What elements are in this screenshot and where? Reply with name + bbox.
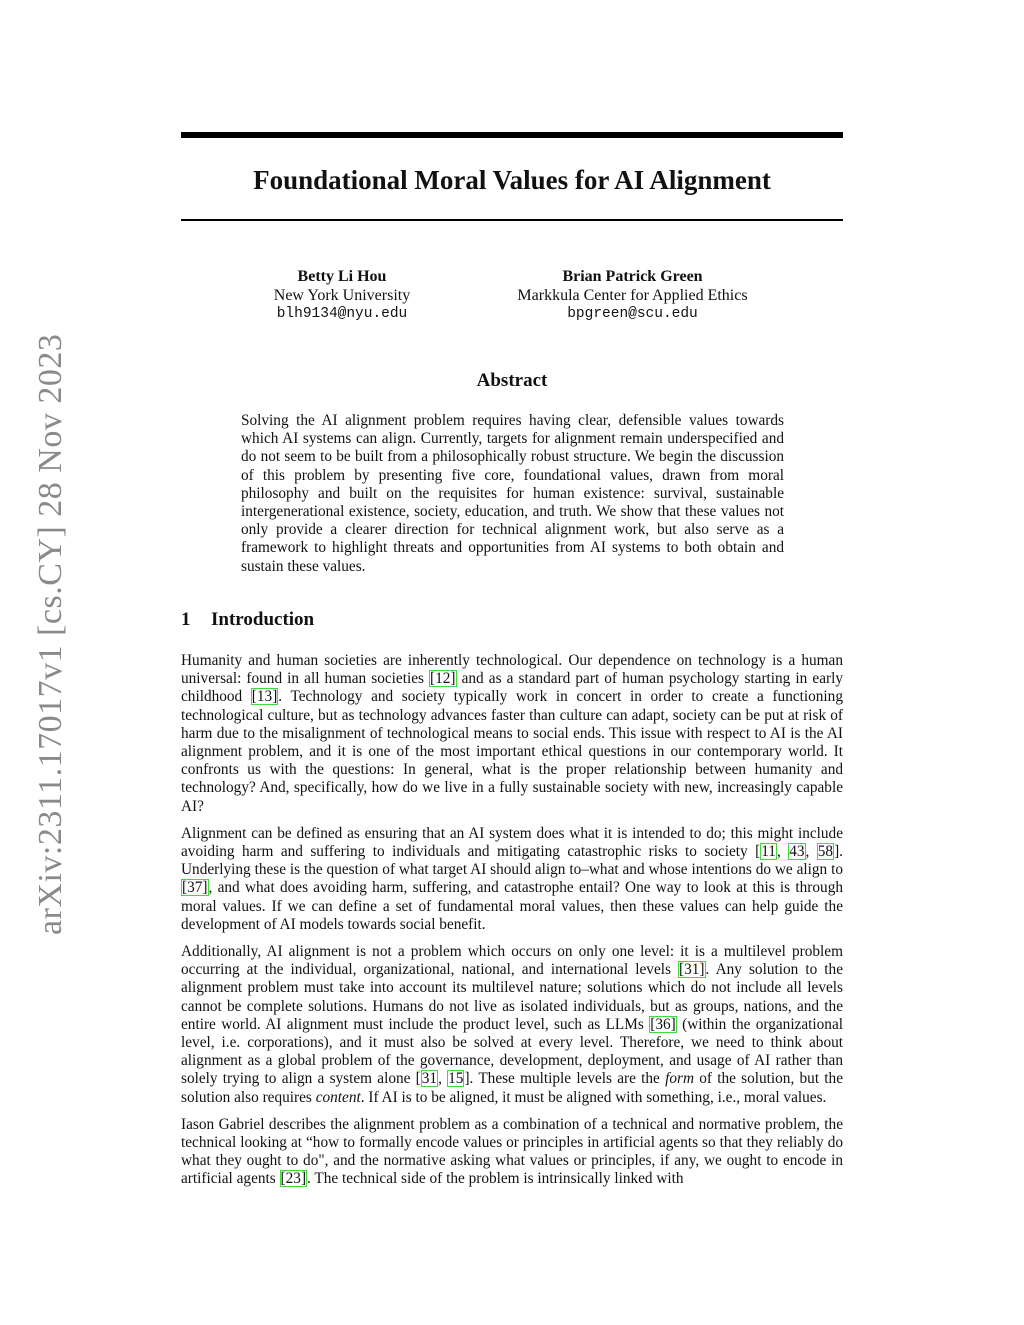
paragraph-2: Alignment can be defined as ensuring that an AI system does what it is intended to do; this might include avoiding harm and suffering to individuals and mitigating catastrophic risks to society [11, 43, 58]. Underlying these is the question of what target AI should align to–what and whose intentions do we align to [37], and what does avoiding harm, suffering, and catastrophe entail? One way to look at this is through moral values. If we can define a set of fundamental moral values, then these values can help guide the development of AI models towards social benefit.: [181, 824, 843, 933]
citation-link[interactable]: [37]: [182, 879, 208, 897]
author-email: blh9134@nyu.edu: [276, 306, 408, 322]
title-top-rule: [181, 132, 843, 138]
citation-link[interactable]: [36]: [650, 1015, 676, 1033]
citation-link[interactable]: [13]: [251, 688, 278, 706]
author-name: Brian Patrick Green: [562, 268, 703, 285]
abstract-heading: Abstract: [476, 370, 548, 391]
paragraph-1: Humanity and human societies are inherently technological. Our dependence on technology is a human universal: found in all human societies [12] and as a standard part of human psychology starting in early childhood [13]. Technology and society typically work in concert in order to create a functioning technological culture, but as technology advances faster than culture can adapt, society can be put at risk of harm due to the misalignment of technological means to social ends. This issue with respect to AI is the AI alignment problem, and it is one of the most important ethical questions in our contemporary world. It confronts us with the questions: In general, what is the proper relationship between humanity and technology? And, specifically, how do we live in a fully sustainable society with new, increasingly capable AI?: [181, 652, 843, 815]
author-name: Betty Li Hou: [297, 268, 387, 285]
citation-link[interactable]: [23]: [280, 1170, 307, 1188]
author-affiliation: New York University: [273, 287, 411, 304]
section-heading: [181, 609, 314, 631]
title-bottom-rule: [181, 219, 843, 221]
arxiv-identifier: arXiv:2311.17017v1 [cs.CY] 28 Nov 2023: [32, 333, 69, 935]
paragraph-3: Additionally, AI alignment is not a problem which occurs on only one level: it is a multilevel problem occurring at the individual, organizational, national, and international levels [31]. Any solution to the alignment problem must take into account its multilevel nature; solutions which do not include all levels cannot be complete solutions. Humans do not live as isolated individuals, but as groups, nations, and the entire world. AI alignment must include the product level, such as LLMs [36] (within the organizational level, i.e. corporations), and it must also be solved at every level. Therefore, we need to think about alignment as a global problem of the governance, development, deployment, and usage of AI rather than solely trying to align a system alone [31, 15]. These multiple levels are the form of the solution, but the solution also requires content. If AI is to be aligned, it must be aligned with something, i.e., moral values.: [181, 943, 843, 1106]
section-number: 1: [181, 609, 191, 630]
citation-link[interactable]: [12]: [430, 670, 456, 688]
paragraph-4: Iason Gabriel describes the alignment problem as a combination of a technical and normative problem, the technical looking at “how to formally encode values or principles in artificial agents so that they reliably do what they ought to do", and the normative asking what values or principles, if any, we ought to encode in artificial agents [23]. The technical side of the problem is intrinsically linked with: [181, 1115, 843, 1188]
citation-link[interactable]: 15: [448, 1070, 464, 1088]
abstract-text: Solving the AI alignment problem requires having clear, defensible values towards which AI systems can align. Currently, targets for alignment remain underspecified and do not seem to be built from a philosophically robust structure. We begin the discussion of this problem by presenting five core, foundational values, drawn from moral philosophy and built on the requisites for human existence: survival, sustainable intergenerational existence, society, education, and truth. We show that these values not only provide a clearer direction for technical alignment work, but also serve as a framework to highlight threats and opportunities from AI systems to both obtain and sustain these values.: [241, 412, 784, 575]
citation-link[interactable]: 58: [817, 843, 834, 861]
citation-link[interactable]: [31]: [679, 961, 705, 979]
citation-link[interactable]: 31: [421, 1070, 438, 1088]
citation-link[interactable]: 11: [761, 843, 776, 861]
author-affiliation: Markkula Center for Applied Ethics: [517, 287, 748, 304]
citation-link[interactable]: 43: [789, 843, 805, 861]
section-title: Introduction: [211, 609, 315, 630]
author-block-1: [230, 267, 454, 324]
author-block-2: [500, 267, 765, 324]
paper-title: Foundational Moral Values for AI Alignment: [253, 165, 771, 195]
author-email: bpgreen@scu.edu: [567, 306, 698, 322]
section-body: [181, 652, 843, 1198]
